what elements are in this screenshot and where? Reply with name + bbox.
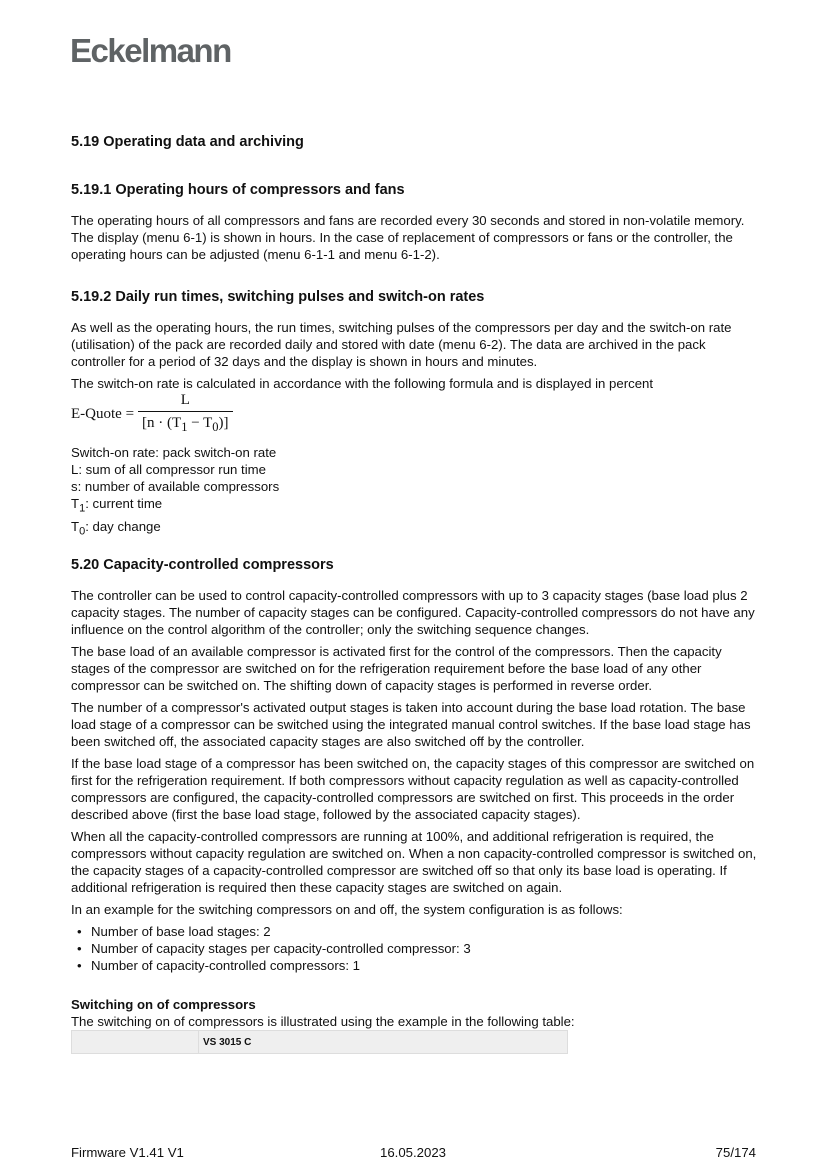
subheading: Switching on of compressors <box>71 997 256 1012</box>
section-heading-5-19: 5.19 Operating data and archiving <box>71 134 304 150</box>
formula-definitions: Switch-on rate: pack switch-on rate L: sum of all compressor run time s: number of available compressors $T_1$: current time $T_0$: day change <box>71 445 280 538</box>
list-item: • Number of base load stages: 2 <box>91 923 761 940</box>
section-heading-5-19-2: 5.19.2 Daily run times, switching pulses and switch-on rates <box>71 289 485 305</box>
formula <box>71 392 761 436</box>
paragraph: The base load of an available compressor is activated first for the control of the compressors. Then the capacity stages of the compressor are switched on for the refrigeration requirement before the base load of any other compressor can be switched on. The shifting down of capacity stages is performed in reverse order. <box>71 644 722 693</box>
formula-numerator: L <box>138 392 233 412</box>
section-heading-5-19-1: 5.19.1 Operating hours of compressors and fans <box>71 182 405 198</box>
eckelmann-logo: Eckelmann <box>70 32 231 69</box>
formula-lhs: E-Quote = <box>71 405 135 422</box>
paragraph: In an example for the switching compressors on and off, the system configuration is as follows: <box>71 902 623 917</box>
paragraph: The switch-on rate is calculated in accordance with the following formula and is displayed in percent <box>71 376 654 391</box>
list-item: • Number of capacity stages per capacity-controlled compressor: 3 <box>91 940 761 957</box>
paragraph: If the base load stage of a compressor has been switched on, the capacity stages of this compressor are switched on first for the refrigeration requirement. If both compressors without capacity regulation as well as capacity-controlled compressors are configured, the capacity-controlled compressors are switched on first. This proceeds in the order described above (first the base load stage, followed by the associated capacity stages). <box>71 756 755 822</box>
paragraph: The controller can be used to control capacity-controlled compressors with up to 3 capacity stages (base load plus 2 capacity stages. The number of capacity stages can be configured. Capacity-controlled compressors do not have any influence on the control algorithm of the controller; only the switching sequence changes. <box>71 588 755 637</box>
list-item: • Number of capacity-controlled compressors: 1 <box>91 957 761 974</box>
paragraph: As well as the operating hours, the run times, switching pulses of the compressors per day and the switch-on rate (utilisation) of the pack are recorded daily and stored with date (menu 6-2). The data are archived in the pack controller for a period of 32 days and the display is shown in hours and minutes. <box>71 320 732 369</box>
section-heading-5-20: 5.20 Capacity-controlled compressors <box>71 557 334 573</box>
footer-version: Firmware V1.41 V1 <box>71 1145 184 1160</box>
paragraph: When all the capacity-controlled compressors are running at 100%, and additional refrigeration is required, the compressors without capacity regulation are switched on. When a non capacity-controlled compressor is switched on, the capacity stages of a capacity-controlled compressor are switched off so that only its base load is operating. If additional refrigeration is required then these capacity stages are switched on again. <box>71 829 757 895</box>
paragraph: The number of a compressor's activated output stages is taken into account during the base load rotation. The base load stage of a compressor can be switched using the integrated manual control switches. If the base load stage has been switched off, the associated capacity stages are also switched off by the controller. <box>71 700 751 749</box>
footer-page-number: 75/174 <box>715 1145 756 1160</box>
switching-table <box>71 1030 568 1054</box>
config-list <box>71 923 761 974</box>
paragraph: The switching on of compressors is illustrated using the example in the following table: <box>71 1014 575 1029</box>
paragraph: The operating hours of all compressors and fans are recorded every 30 seconds and stored in non-volatile memory. The display (menu 6-1) is shown in hours. In the case of replacement of compressors or fans or the controller, the operating hours can be adjusted (menu 6-1-1 and menu 6-1-2). <box>71 213 745 262</box>
formula-denominator: $[n \cdot (T_1 - T_0)]$ <box>142 415 229 434</box>
footer-date: 16.05.2023 <box>380 1145 447 1160</box>
table-header-row: VS 3015 C <box>72 1031 568 1054</box>
